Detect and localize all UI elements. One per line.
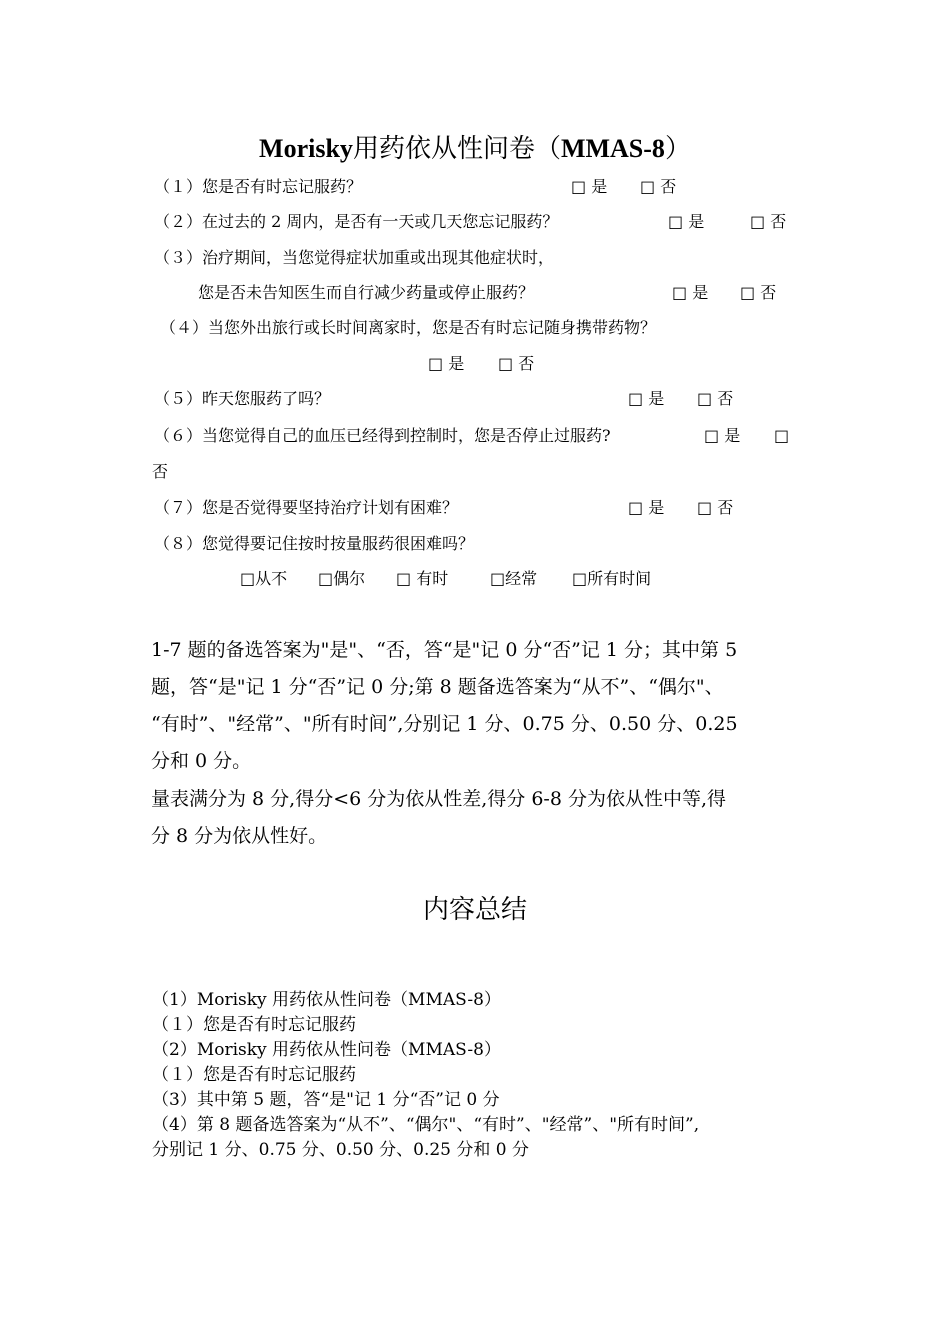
question-7-no-option[interactable]: □ 否	[697, 498, 734, 517]
title-middle: 用药依从性问卷（	[352, 134, 561, 164]
summary-line: 分别记 1 分、0.75 分、0.50 分、0.25 分和 0 分	[152, 1140, 530, 1160]
question-1-no-option[interactable]: □ 否	[640, 177, 677, 196]
question-6-text: （６）当您觉得自己的血压已经得到控制时，您是否停止过服药?	[154, 426, 611, 445]
question-8-text: （８）您觉得要记住按时按量服药很困难吗？	[154, 534, 475, 553]
question-5-yes-option[interactable]: □ 是	[628, 389, 665, 408]
question-3-no-option[interactable]: □ 否	[740, 283, 777, 302]
scoring-line-6: 分 8 分为依从性好。	[151, 825, 328, 847]
scoring-line-5: 量表满分为 8 分,得分<6 分为依从性差,得分 6-8 分为依从性中等,得	[151, 788, 727, 810]
summary-line: （2）Morisky 用药依从性问卷（MMAS-8）	[152, 1040, 501, 1060]
title-suffix: ）	[664, 134, 691, 164]
question-6-no-checkbox[interactable]: □	[774, 426, 790, 445]
scoring-line-1: 1-7 题的备选答案为"是"、“否，答“是"记 0 分“否”记 1 分；其中第 5	[151, 639, 738, 661]
question-1-text: （１）您是否有时忘记服药？	[154, 177, 363, 196]
summary-line: （１）您是否有时忘记服药	[152, 1015, 356, 1035]
summary-heading: 内容总结	[422, 895, 527, 925]
question-2-text: （２）在过去的 2 周内，是否有一天或几天您忘记服药？	[154, 212, 559, 231]
question-4-no-option[interactable]: □ 否	[498, 354, 535, 373]
summary-line: （1）Morisky 用药依从性问卷（MMAS-8）	[152, 990, 501, 1010]
title-bold-prefix: Morisky	[259, 134, 353, 163]
question-6-no-label: 否	[152, 462, 169, 481]
scoring-line-2: 题，答“是"记 1 分“否”记 0 分;第 8 题备选答案为“从不”、“偶尔"、	[151, 676, 724, 698]
scoring-line-3: “有时”、"经常”、"所有时间”,分别记 1 分、0.75 分、0.50 分、0.25	[151, 713, 738, 735]
summary-line: （4）第 8 题备选答案为“从不”、“偶尔"、“有时”、"经常”、"所有时间”,	[152, 1115, 700, 1135]
summary-line: （3）其中第 5 题，答“是"记 1 分“否”记 0 分	[152, 1090, 500, 1110]
question-5-no-option[interactable]: □ 否	[697, 389, 734, 408]
question-7-yes-option[interactable]: □ 是	[628, 498, 665, 517]
question-7-text: （７）您是否觉得要坚持治疗计划有困难？	[154, 498, 459, 517]
question-4-text: （４）当您外出旅行或长时间离家时，您是否有时忘记随身携带药物？	[160, 318, 657, 337]
question-8-option-often[interactable]: □经常	[490, 569, 538, 588]
question-2-yes-option[interactable]: □ 是	[668, 212, 705, 231]
scoring-line-4: 分和 0 分。	[151, 750, 252, 772]
question-8-option-always[interactable]: □所有时间	[572, 569, 652, 588]
question-5-text: （５）昨天您服药了吗？	[154, 389, 331, 408]
question-8-option-sometimes[interactable]: □ 有时	[396, 569, 449, 588]
question-2-no-option[interactable]: □ 否	[750, 212, 787, 231]
question-8-option-occasionally[interactable]: □偶尔	[318, 569, 366, 588]
question-8-option-never[interactable]: □从不	[240, 569, 288, 588]
question-3-text-line2: 您是否未告知医生而自行减少药量或停止服药？	[198, 283, 535, 302]
question-6-yes-option[interactable]: □ 是	[704, 426, 741, 445]
question-3-yes-option[interactable]: □ 是	[672, 283, 709, 302]
question-4-yes-option[interactable]: □ 是	[428, 354, 465, 373]
title-bold-code: MMAS-8	[560, 134, 665, 163]
page-title	[0, 132, 950, 166]
question-1-yes-option[interactable]: □ 是	[571, 177, 608, 196]
summary-line: （１）您是否有时忘记服药	[152, 1065, 356, 1085]
question-3-text-line1: （３）治疗期间，当您觉得症状加重或出现其他症状时，	[154, 248, 555, 267]
